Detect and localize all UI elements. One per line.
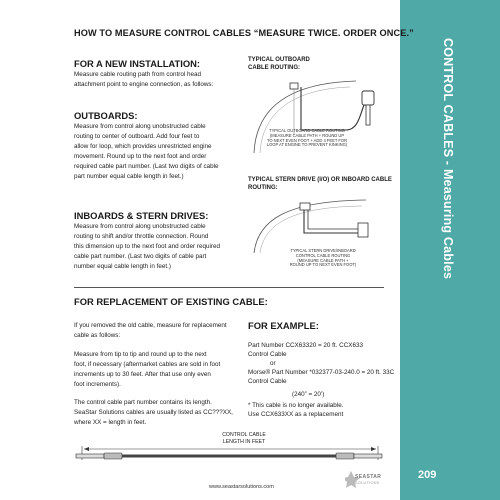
section-divider — [74, 287, 384, 288]
footer-url: www.seastarsolutions.com — [209, 484, 274, 490]
replacement-line: The control cable part number contains its length. — [74, 399, 212, 406]
replacement-line: SeaStar Solutions cables are usually listed as CC???XX, — [74, 409, 233, 416]
sidebar-title: CONTROL CABLES - Measuring Cables — [441, 38, 455, 280]
replacement-line: cable as follows: — [74, 332, 121, 339]
example-heading: FOR EXAMPLE: — [248, 320, 319, 331]
logo-subtext: SOLUTIONS — [355, 481, 380, 485]
new-installation-line: Measure cable routing path from control head — [74, 71, 202, 78]
inboards-line: number equal cable length in feet.) — [74, 263, 171, 270]
catalog-page: CONTROL CABLES - Measuring Cables 209 HOW TO MEASURE CONTROL CABLES “MEASURE TWICE. ORDER ONCE.” FOR A NEW INSTALLATION: Measure cable routing path from control head attachment point to engine connection, as follows: OUTBOARDS: Measure from control along unobstructed cable routing to center of outboard. Add four feet to allow for loop, which provides unrestricted engine movement. Round up to the next foot and order required cable part number. (Last two digits of cable part number equal cable length in feet.) INBOARDS & STERN DRIVES: Measure from control along unobstructed cable routing to shift and/or throttle connection. Round this dimension up to the next foot and order required cable part number. (Last two digits of cable part number equal cable length in feet.) TYPICAL OUTBOARD CABLE ROUTING: TYPICAL OUTBOARD CABLE ROUTING (MEASURE CABLE PATH + ROUND UP TO NEXT EVEN FOOT + ADD 4 FEET FOR LOOP AT ENGINE TO PREVENT KINKING) TYPICAL STERN DRIVE (I/O) OR INBOARD CABLE ROUTING: TYPICAL STERN DRIVE/INBOARD CONTROL CABLE ROUTING (MEASURE CABLE PATH + ROUND UP TO NEXT EVEN FOOT) FOR REPLACEMENT OF EXISTING CABLE: If you removed the old cable, measure for replacement cable as follows: Measure from tip to tip and round up to the next foot, if necessary (aftermarket cables are sold in foot increments up to 30 feet. After that use only even foot increments). The control cable part number contains its length. SeaStar Solutions cables are usually listed as CC???XX, where XX = length in feet. FOR EXAMPLE: Part Number CCX63320 = 20 ft. CCX633 Control Cable or Morse® Part Number *032377-03-240.0 = 20 ft. 33C Control Cable (240” = 20’) * This cable is no longer available. Use CCX633XX as a replacement CONTROL CABLE LENGTH IN FEET www.seastarsolutions.com SEASTAR SOLUTIONS — [0, 0, 500, 500]
replacement-line: increments up to 30 feet. After that use only even — [74, 371, 211, 378]
inboards-line: routing to shift and/or throttle connection. Round — [74, 233, 209, 240]
inboards-line: Measure from control along unobstructed cable — [74, 223, 206, 230]
cable-length-diagram — [74, 440, 386, 464]
outboard-diagram-caption: TYPICAL OUTBOARD CABLE ROUTING (MEASURE CABLE PATH + ROUND UP TO NEXT EVEN FOOT + ADD 4 FEET FOR LOOP AT ENGINE TO PREVENT KINKING) — [266, 128, 348, 148]
outboards-line: routing to center of outboard. Add four feet to — [74, 133, 200, 140]
outboard-diagram-label: TYPICAL OUTBOARD CABLE ROUTING: — [248, 57, 310, 71]
inboards-line: this dimension up to the next foot and order required — [74, 243, 220, 250]
inboards-heading: INBOARDS & STERN DRIVES: — [74, 210, 209, 221]
outboards-line: allow for loop, which provides unrestricted engine — [74, 143, 212, 150]
outboards-line: Measure from control along unobstructed cable — [74, 123, 206, 130]
new-installation-line: attachment point to engine connection, as follows: — [74, 81, 214, 88]
outboards-heading: OUTBOARDS: — [74, 110, 138, 121]
outboards-line: required cable part number. (Last two digits of cable — [74, 163, 219, 170]
replacement-line: If you removed the old cable, measure for replacement — [74, 322, 227, 329]
page-title: HOW TO MEASURE CONTROL CABLES “MEASURE TWICE. ORDER ONCE.” — [74, 28, 414, 38]
replacement-line: Measure from tip to tip and round up to the next — [74, 351, 207, 358]
replacement-heading: FOR REPLACEMENT OF EXISTING CABLE: — [74, 296, 268, 307]
cable-length-label: CONTROL CABLE LENGTH IN FEET — [222, 432, 266, 445]
replacement-line: foot, if necessary (aftermarket cables are sold in foot — [74, 361, 221, 368]
outboards-line: movement. Round up to the next foot and order — [74, 153, 207, 160]
stern-diagram-caption: TYPICAL STERN DRIVE/INBOARD CONTROL CABLE ROUTING (MEASURE CABLE PATH + ROUND UP TO NEXT EVEN FOOT) — [289, 248, 357, 268]
stern-routing-diagram — [246, 195, 386, 255]
outboards-line: part number equal cable length in feet.) — [74, 173, 184, 180]
replacement-line: where XX = length in feet. — [74, 419, 147, 426]
logo-text: SEASTAR — [355, 474, 382, 480]
page-number: 209 — [418, 469, 437, 481]
inboards-line: cable part number. (Last two digits of cable part — [74, 253, 207, 260]
new-installation-heading: FOR A NEW INSTALLATION: — [74, 58, 201, 69]
replacement-line: foot increments). — [74, 381, 121, 388]
stern-diagram-label: TYPICAL STERN DRIVE (I/O) OR INBOARD CABLE ROUTING: — [248, 177, 392, 191]
